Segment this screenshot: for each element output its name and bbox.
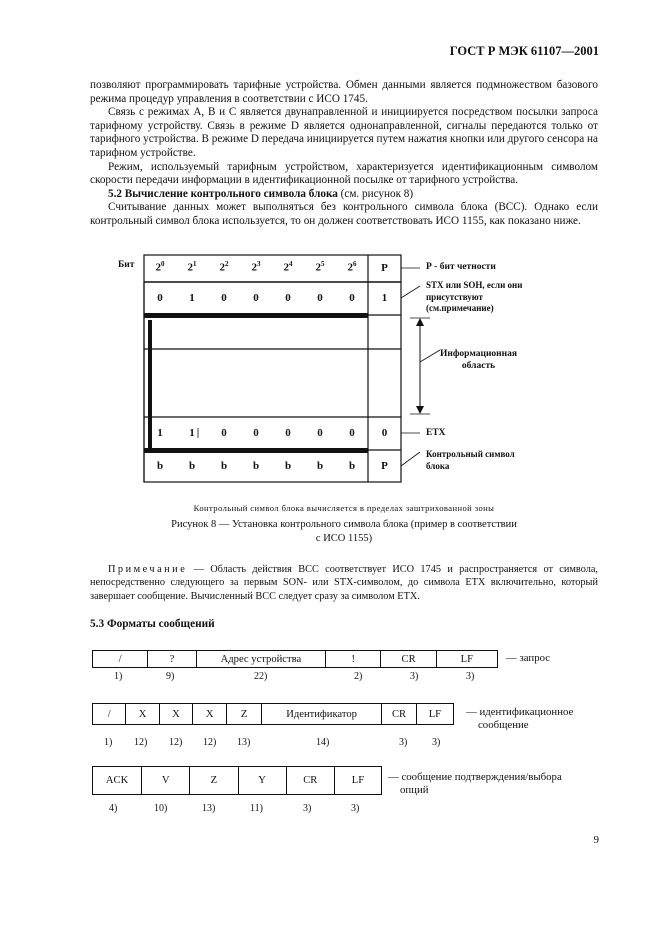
bit-value: 0 [285, 427, 291, 439]
msg-field: CR [287, 767, 335, 794]
etx-parity: 0 [381, 427, 388, 439]
paragraph: Считывание данных может выполняться без контрольного символа блока (ВСС). Однако если контрольный символ блока используется, то он должен соответствовать ИСО 1155, как показано ниже. [90, 201, 598, 227]
bit-value: 0 [349, 292, 355, 304]
figure-note: Контрольный символ блока вычисляется в пределах заштрихованной зоны [193, 503, 495, 513]
msg-field: Z [227, 704, 261, 724]
msg-field: / [93, 704, 126, 724]
msg-field: Y [239, 767, 287, 794]
label-etx: ETX [426, 428, 446, 438]
bit-value: 1 [189, 292, 195, 304]
bit-value: 0 [317, 427, 323, 439]
bit-header: $2^2$ [219, 260, 229, 274]
bit-value: b [220, 460, 228, 472]
bit-header-row [144, 260, 368, 278]
bit-header: $2^3$ [251, 260, 261, 274]
bit-value: 0 [317, 292, 323, 304]
msg-field: ACK [93, 767, 142, 794]
bit-value: b [348, 460, 356, 472]
msg-field: Z [190, 767, 238, 794]
bit-label: Бит [118, 260, 135, 270]
msg-field: LF [351, 775, 365, 786]
msg-field: X [193, 704, 227, 724]
hatched-band [144, 448, 368, 453]
msg-field: LF [428, 708, 442, 720]
figure-8 [110, 252, 550, 502]
bit-header: $2^4$ [283, 260, 293, 274]
register-frame [144, 255, 401, 482]
msg-field: Адрес устройства [197, 651, 326, 667]
message-format-identification [92, 703, 454, 725]
message-footnotes: 1) 12) 12) 12) 13) 14) 3) 3) [104, 737, 441, 748]
paragraph: позволяют программировать тарифные устройства. Обмен данными является подмножеством базового режима процедур управления в соответствии с ИСО 1745. [90, 79, 598, 105]
stx-parity: 1 [381, 292, 388, 304]
section-heading-5-2 [90, 188, 598, 202]
bit-header: $2^6$ [347, 260, 357, 274]
msg-field: ? [148, 651, 196, 667]
section-title: Вычисление контрольного символа блока [124, 187, 338, 200]
bcc-row [144, 460, 368, 472]
message-description: — сообщение подтверждения/выбора опций [388, 771, 562, 796]
hatched-band [144, 313, 368, 318]
bit-value: 0 [253, 427, 259, 439]
bit-value: b [156, 460, 164, 472]
label-bcc: Контрольный символ блока [426, 449, 515, 471]
msg-field: X [160, 704, 193, 724]
msg-field: Идентификатор [262, 704, 383, 724]
msg-field: X [126, 704, 159, 724]
bit-value: 0 [157, 292, 163, 304]
bit-value: 0 [221, 427, 227, 439]
msg-field: V [142, 767, 190, 794]
message-format-acknowledge [92, 766, 382, 795]
bit-value: b [188, 460, 196, 472]
etx-row [144, 427, 368, 439]
p-header: P [381, 262, 388, 274]
figure-reference: (см. рисунок 8) [340, 187, 414, 200]
note [90, 563, 598, 603]
label-parity: Р - бит четности [426, 262, 496, 272]
msg-field: LF [460, 653, 474, 665]
bit-header: $2^5$ [315, 260, 325, 274]
bit-header: $2^1$ [187, 260, 197, 274]
label-info-area: Информационная область [440, 349, 518, 371]
bcc-parity: P [381, 460, 388, 472]
bit-value: 1 [157, 427, 163, 439]
msg-field: / [93, 651, 148, 667]
body-text [90, 79, 598, 229]
page-number: 9 [593, 834, 599, 846]
bit-value: 1 [189, 427, 195, 439]
msg-field: CR [381, 651, 436, 667]
message-footnotes: 1) 9) 22) 2) 3) 3) [114, 671, 475, 682]
paragraph: Связь с режимах А, В и С является двунаправленной и инициируется посредством посылки запроса тарифному устройству. Связь в режиме D является однонаправленной, сигналы передаются только от тарифного устройства. В режиме D передача инициируется путем нажатия кнопки или другого сенсора на тарифном устройстве. [90, 106, 598, 159]
msg-field: ! [326, 651, 381, 667]
page-header: ГОСТ Р МЭК 61107—2001 [449, 44, 599, 58]
note-text: — Область действия ВСС соответствует ИСО 1745 и распространяется от символа, непосредственно следующего за первым SON- или STX-символом, до символа ЕТХ включительно, который завершает сообщение. Вычисленный ВСС следует сразу за символом ЕТХ. [90, 564, 598, 602]
message-description: — запрос [506, 652, 551, 664]
note-label: Примечание [108, 564, 188, 575]
bit-value: 0 [253, 292, 259, 304]
msg-field: CR [382, 704, 416, 724]
message-description: — идентификационное сообщение [466, 706, 574, 731]
paragraph: Режим, используемый тарифным устройством, характеризуется идентификационным символом скорости передачи информации в идентификационной посылке от тарифного устройства. [90, 160, 598, 187]
bit-value: b [284, 460, 292, 472]
figure-caption: Рисунок 8 — Установка контрольного символа блока (пример в соответствии с ИСО 1155) [171, 519, 517, 544]
bit-value: b [316, 460, 324, 472]
bit-value: b [252, 460, 260, 472]
bit-value: 0 [349, 427, 355, 439]
label-stx: STX или SOH, если они присутствуют (см.примечание) [426, 280, 523, 313]
bit-value: 0 [221, 292, 227, 304]
bit-header: $2^0$ [155, 260, 165, 274]
message-format-request [92, 650, 498, 668]
stx-row [144, 292, 368, 304]
section-heading-5-3: 5.3 Форматы сообщений [90, 618, 215, 630]
section-number: 5.2 [108, 187, 122, 200]
message-footnotes: 4) 10) 13) 11) 3) 3) [109, 803, 360, 814]
bit-value: 0 [285, 292, 291, 304]
